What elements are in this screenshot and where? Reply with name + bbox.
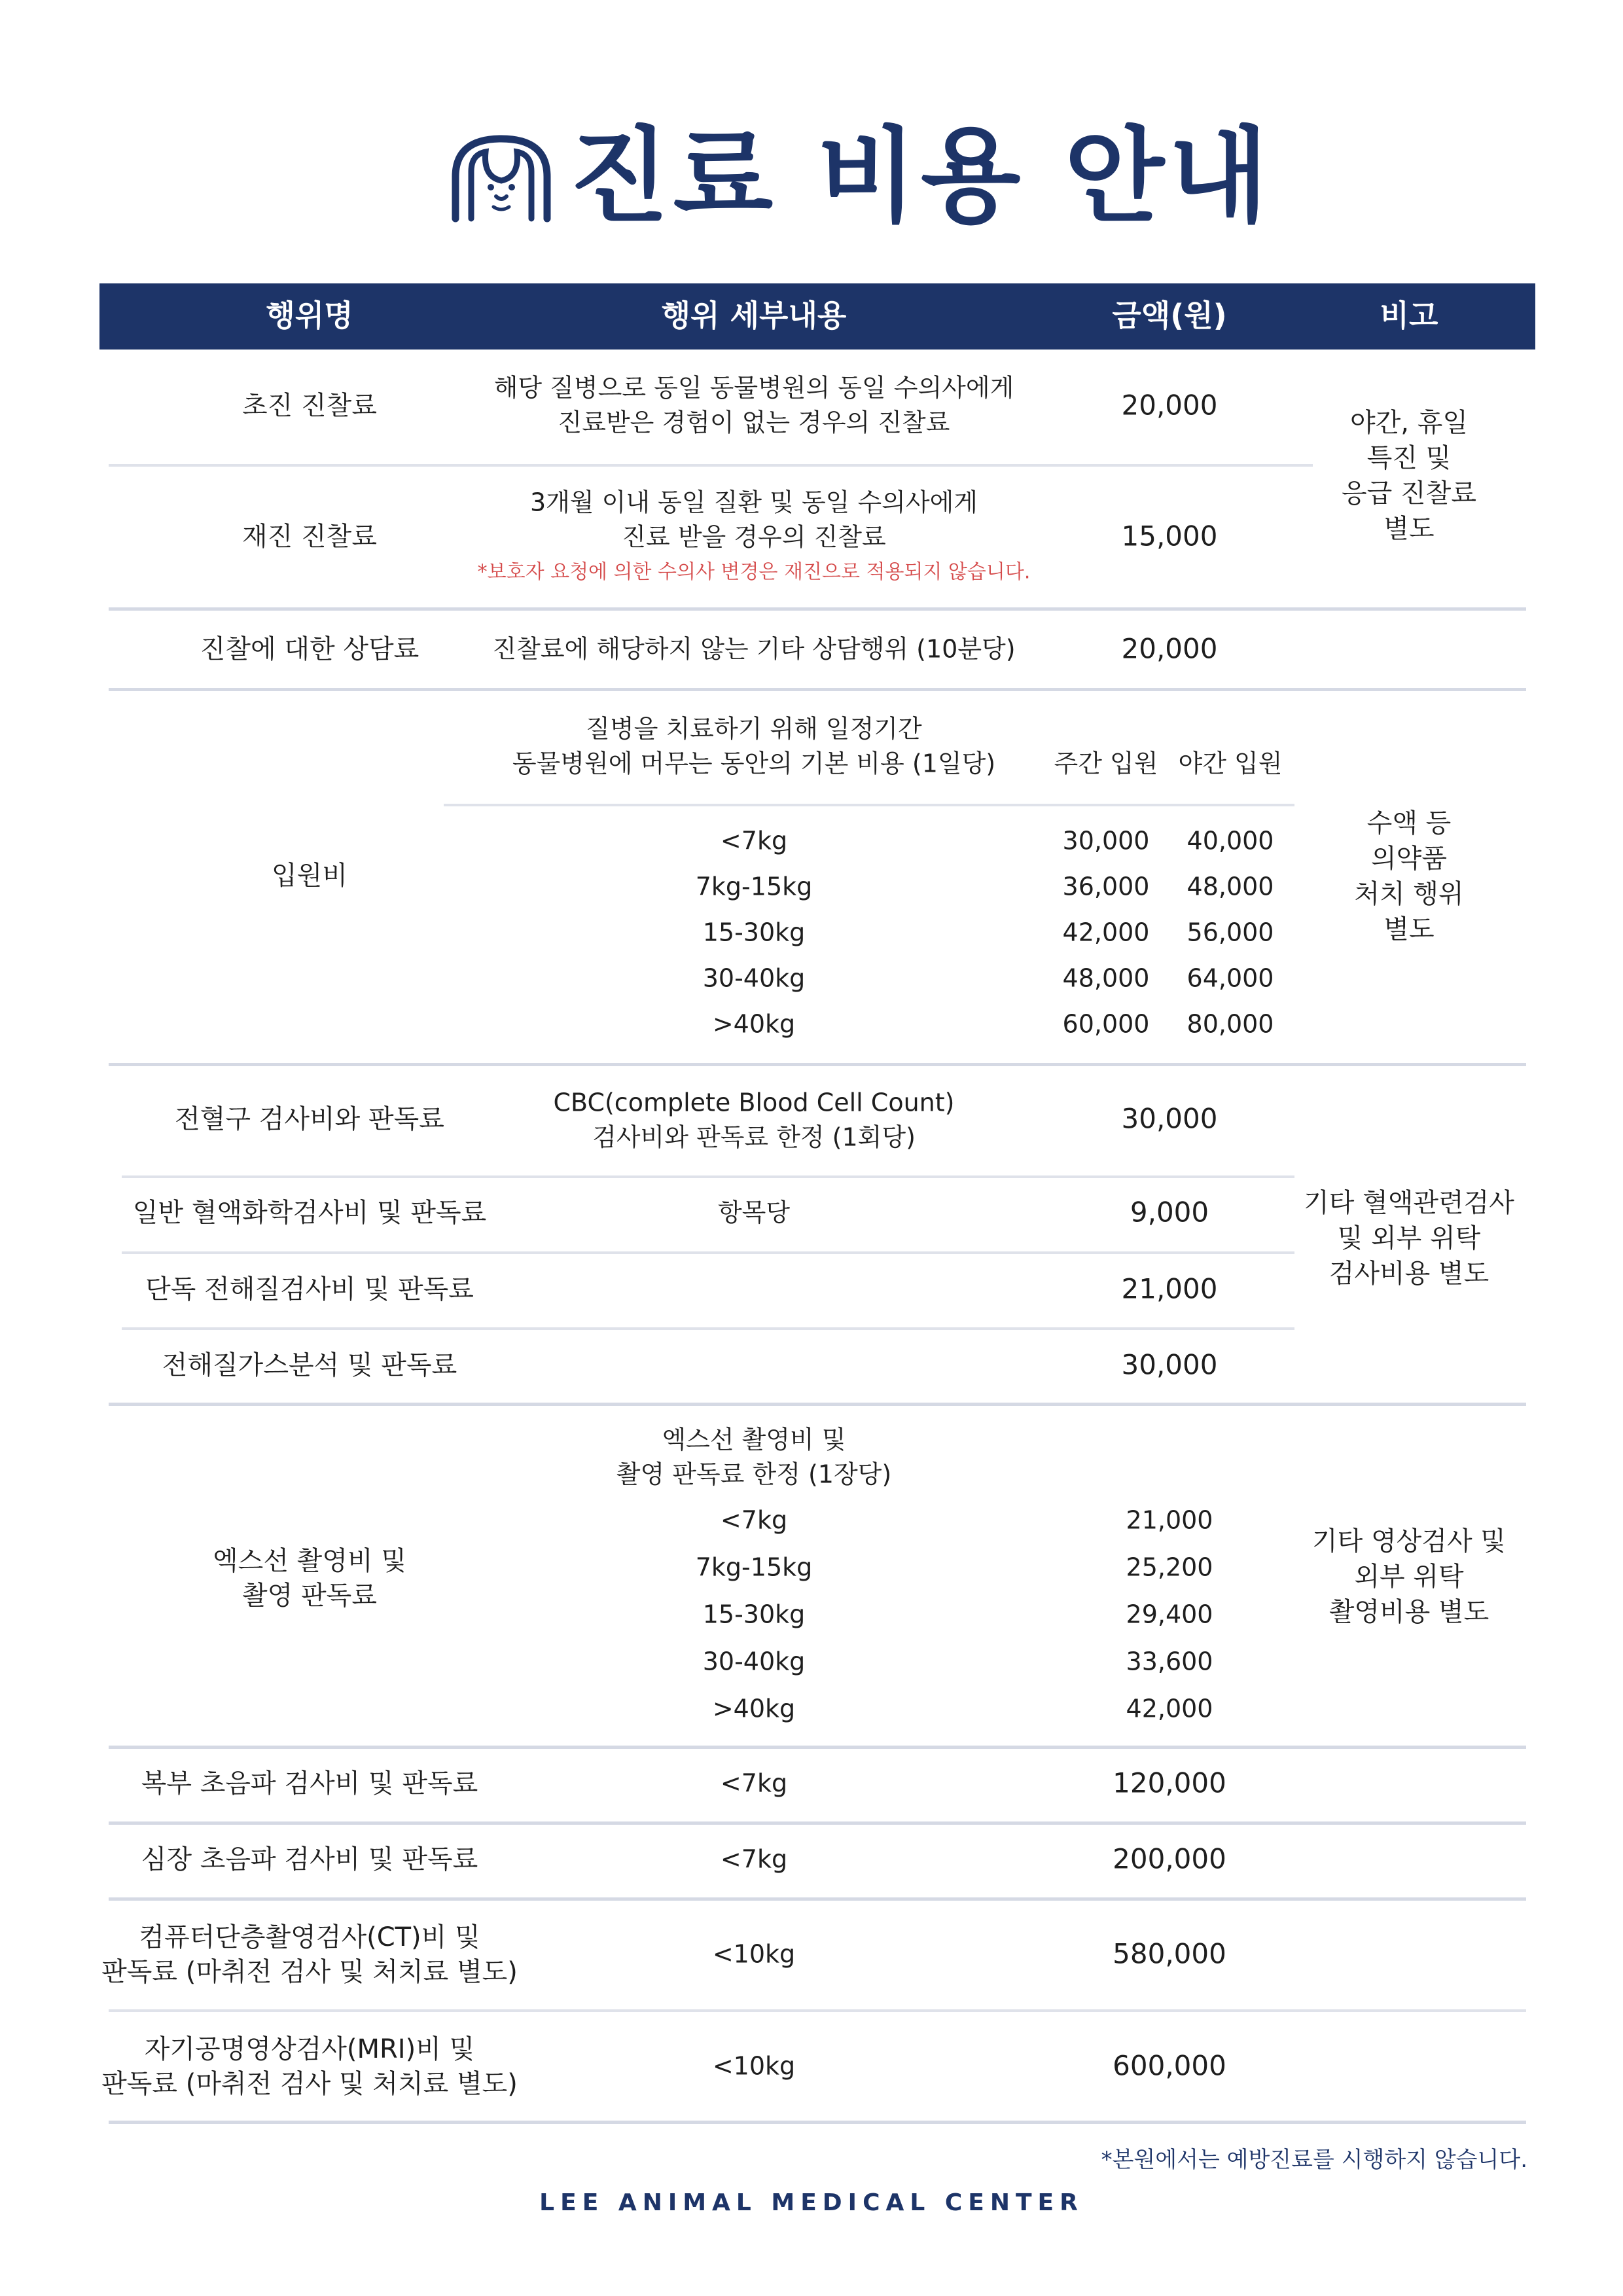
exam-remark-2: 특진 및 — [1366, 443, 1452, 473]
xray-price: 42,000 — [1126, 1694, 1213, 1723]
exam-remark-1: 야간, 휴일 — [1350, 408, 1468, 438]
row-mri-price: 600,000 — [1113, 2049, 1226, 2082]
row-mri-name-2: 판독료 (마취전 검사 및 처치료 별도) — [101, 2069, 518, 2099]
row-electro-price: 21,000 — [1121, 1272, 1218, 1305]
row-xray-detail-1: 엑스선 촬영비 및 — [662, 1425, 846, 1454]
hospital-weight: 7kg-15kg — [695, 872, 813, 901]
row-electro-name: 단독 전해질검사비 및 판독료 — [145, 1274, 474, 1304]
row-xray-name-1: 엑스선 촬영비 및 — [213, 1546, 406, 1576]
hospital-weight: 15-30kg — [702, 918, 806, 947]
hospital-day-price: 60,000 — [1062, 1009, 1150, 1039]
hospital-night-price: 80,000 — [1186, 1009, 1274, 1039]
hospital-day-price: 36,000 — [1062, 872, 1150, 901]
hospital-night-label: 야간 입원 — [1178, 749, 1283, 778]
hospital-remark-2: 의약품 — [1371, 844, 1447, 874]
divider — [109, 2009, 1526, 2012]
row-revisit-note: *보호자 요청에 의한 수의사 변경은 재진으로 적용되지 않습니다. — [477, 560, 1031, 584]
hospital-night-price: 48,000 — [1186, 872, 1274, 901]
row-ct-price: 580,000 — [1113, 1937, 1226, 1970]
xray-price: 33,600 — [1126, 1647, 1213, 1676]
hospital-day-label: 주간 입원 — [1054, 749, 1158, 778]
hospital-night-price: 64,000 — [1186, 963, 1274, 993]
divider — [109, 464, 1313, 467]
xray-weight: <7kg — [720, 1505, 788, 1535]
divider — [122, 1251, 1294, 1254]
exam-remark-3: 응급 진찰료 — [1342, 478, 1476, 509]
blood-remark-1: 기타 혈액관련검사 — [1304, 1188, 1514, 1218]
row-initial-name: 초진 진찰료 — [242, 391, 377, 421]
xray-price: 25,200 — [1126, 1552, 1213, 1582]
brand-name: LEE ANIMAL MEDICAL CENTER — [539, 2189, 1084, 2216]
row-ct-name-2: 판독료 (마취전 검사 및 처치료 별도) — [101, 1957, 518, 1987]
row-mri-weight: <10kg — [712, 2051, 796, 2081]
xray-remark-1: 기타 영상검사 및 — [1312, 1526, 1506, 1556]
row-chem-name: 일반 혈액화학검사비 및 판독료 — [132, 1198, 487, 1228]
row-revisit-name: 재진 진찰료 — [242, 522, 377, 552]
hospital-day-price: 48,000 — [1062, 963, 1150, 993]
row-revisit-price: 15,000 — [1121, 520, 1218, 552]
divider — [109, 1063, 1526, 1066]
blood-remark-2: 및 외부 위탁 — [1337, 1223, 1481, 1253]
row-heart-us-name: 심장 초음파 검사비 및 판독료 — [141, 1844, 478, 1874]
row-xray-detail-2: 촬영 판독료 한정 (1장당) — [616, 1460, 892, 1489]
row-hospital-name: 입원비 — [272, 861, 348, 891]
row-abd-us-name: 복부 초음파 검사비 및 판독료 — [141, 1768, 478, 1799]
divider — [109, 607, 1526, 611]
row-hospital-detail-1: 질병을 치료하기 위해 일정기간 — [586, 714, 922, 744]
hospital-day-price: 42,000 — [1062, 918, 1150, 947]
row-heart-us-price: 200,000 — [1113, 1842, 1226, 1875]
blood-remark-3: 검사비용 별도 — [1329, 1259, 1489, 1289]
row-ct-weight: <10kg — [712, 1939, 796, 1969]
xray-price: 29,400 — [1126, 1600, 1213, 1629]
xray-weight: 30-40kg — [702, 1647, 806, 1676]
row-revisit-detail-1: 3개월 이내 동일 질환 및 동일 수의사에게 — [530, 488, 978, 517]
row-cbc-name: 전혈구 검사비와 판독료 — [175, 1104, 444, 1134]
row-chem-detail: 항목당 — [717, 1198, 791, 1227]
header-name: 행위명 — [266, 298, 353, 334]
hospital-remark-4: 별도 — [1383, 914, 1435, 944]
xray-price: 21,000 — [1126, 1505, 1213, 1535]
exam-remark-4: 별도 — [1383, 514, 1435, 544]
hospital-day-price: 30,000 — [1062, 826, 1150, 855]
row-initial-detail-2: 진료받은 경험이 없는 경우의 진찰료 — [558, 408, 950, 437]
row-abd-us-weight: <7kg — [720, 1768, 788, 1798]
xray-weight: 15-30kg — [702, 1600, 806, 1629]
footnote: *본원에서는 예방진료를 시행하지 않습니다. — [1101, 2147, 1527, 2173]
hospital-weight: >40kg — [712, 1009, 796, 1039]
row-consult-price: 20,000 — [1121, 632, 1218, 665]
header-price: 금액(원) — [1112, 298, 1227, 334]
row-heart-us-weight: <7kg — [720, 1844, 788, 1874]
page-title: 진료 비용 안내 — [569, 117, 1272, 237]
row-consult-detail: 진찰료에 해당하지 않는 기타 상담행위 (10분당) — [492, 634, 1016, 664]
row-hospital-detail-2: 동물병원에 머무는 동안의 기본 비용 (1일당) — [512, 749, 996, 778]
row-mri-name-1: 자기공명영상검사(MRI)비 및 — [144, 2034, 475, 2064]
row-initial-price: 20,000 — [1121, 389, 1218, 422]
row-gas-name: 전해질가스분석 및 판독료 — [162, 1350, 457, 1380]
xray-weight: >40kg — [712, 1694, 796, 1723]
row-cbc-detail-2: 검사비와 판독료 한정 (1회당) — [592, 1122, 916, 1152]
divider — [109, 688, 1526, 691]
divider — [122, 1175, 1294, 1178]
hospital-remark-1: 수액 등 — [1366, 808, 1452, 838]
divider — [122, 1327, 1294, 1330]
row-cbc-detail-1: CBC(complete Blood Cell Count) — [553, 1088, 955, 1117]
xray-remark-2: 외부 위탁 — [1354, 1562, 1464, 1592]
row-cbc-price: 30,000 — [1121, 1102, 1218, 1135]
divider — [109, 1746, 1526, 1749]
divider — [109, 2121, 1526, 2124]
row-ct-name-1: 컴퓨터단층촬영검사(CT)비 및 — [139, 1922, 480, 1952]
xray-weight: 7kg-15kg — [695, 1552, 813, 1582]
hospital-remark-3: 처치 행위 — [1354, 879, 1464, 909]
row-consult-name: 진찰에 대한 상담료 — [200, 634, 419, 664]
row-xray-name-2: 촬영 판독료 — [242, 1581, 377, 1611]
xray-remark-3: 촬영비용 별도 — [1329, 1597, 1489, 1627]
row-revisit-detail-2: 진료 받을 경우의 진찰료 — [622, 522, 886, 552]
divider — [109, 1821, 1526, 1825]
hospital-weight: 30-40kg — [702, 963, 806, 993]
hospital-night-price: 56,000 — [1186, 918, 1274, 947]
row-gas-price: 30,000 — [1121, 1348, 1218, 1381]
divider — [109, 1897, 1526, 1901]
hospital-weight: <7kg — [720, 826, 788, 855]
divider — [109, 1403, 1526, 1406]
row-chem-price: 9,000 — [1130, 1196, 1209, 1229]
row-initial-detail-1: 해당 질병으로 동일 동물병원의 동일 수의사에게 — [493, 373, 1014, 403]
header-remark: 비고 — [1380, 298, 1438, 334]
divider — [444, 804, 1294, 806]
hospital-night-price: 40,000 — [1186, 826, 1274, 855]
header-detail: 행위 세부내용 — [661, 298, 847, 334]
row-abd-us-price: 120,000 — [1113, 1767, 1226, 1799]
